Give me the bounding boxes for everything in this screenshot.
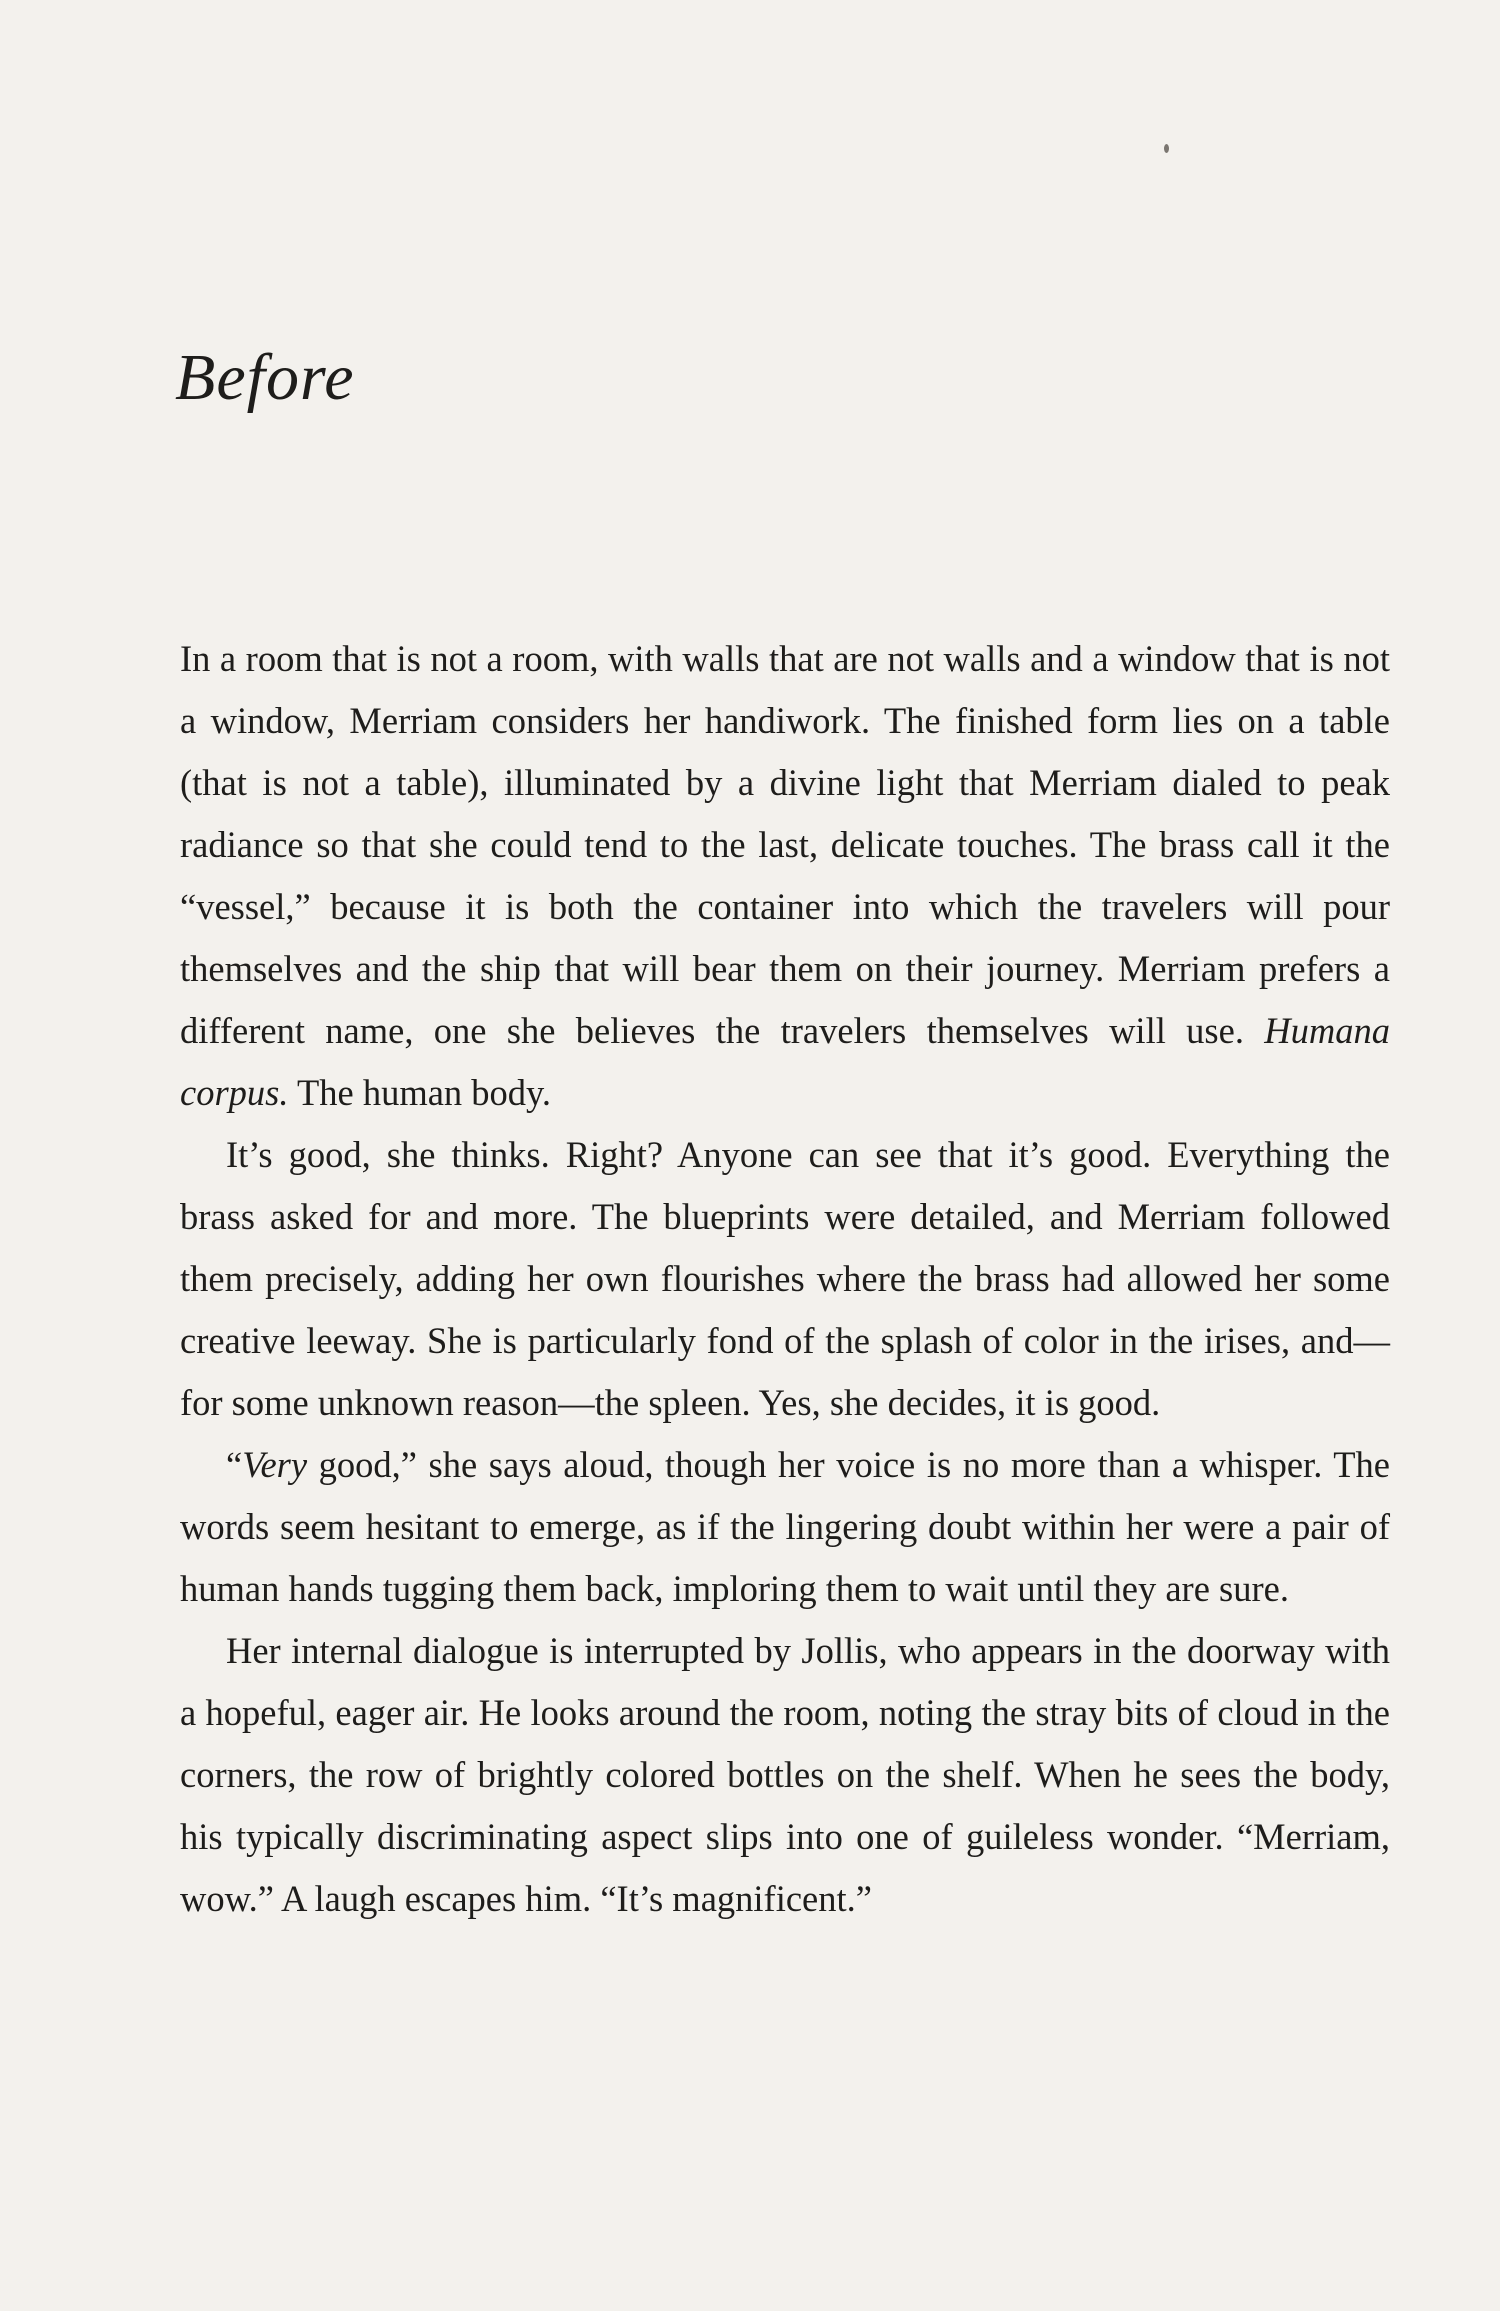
text-run: “ bbox=[226, 1444, 243, 1485]
text-run: good,” she says aloud, though her voice is no more than a whisper. The words seem hesitant to emerge, as if the lingering doubt within her were a pair of human hands tugging them back, imploring them to wait until they are sure. bbox=[180, 1444, 1390, 1609]
paragraph-2 bbox=[180, 1124, 1390, 1434]
italic-run: Very bbox=[242, 1444, 308, 1485]
paragraph-1 bbox=[180, 628, 1390, 1124]
paragraph-3 bbox=[180, 1434, 1390, 1620]
text-run: It’s good, she thinks. Right? Anyone can see that it’s good. Everything the brass asked for and more. The blueprints were detailed, and Merriam followed them precisely, adding her own flourishes where the brass had allowed her some creative leeway. She is particularly fond of the splash of color in the irises, and—for some unknown reason—the spleen. Yes, she decides, it is good. bbox=[180, 1134, 1390, 1423]
page-speck bbox=[1164, 144, 1169, 153]
chapter-title: Before bbox=[175, 341, 355, 414]
text-run: In a room that is not a room, with walls that are not walls and a window that is not a window, Merriam considers her handiwork. The finished form lies on a table (that is not a table), illuminated by a divine light that Merriam dialed to peak radiance so that she could tend to the last, delicate touches. The brass call it the “vessel,” because it is both the container into which the travelers will pour themselves and the ship that will bear them on their journey. Merriam prefers a different name, one she believes the travelers themselves will use. bbox=[180, 638, 1390, 1051]
text-run: Her internal dialogue is interrupted by Jollis, who appears in the doorway with a hopeful, eager air. He looks around the room, noting the stray bits of cloud in the corners, the row of brightly colored bottles on the shelf. When he sees the body, his typically discriminating aspect slips into one of guileless wonder. “Merriam, wow.” A laugh escapes him. “It’s magnificent.” bbox=[180, 1630, 1390, 1919]
italic-run: Humana corpus. bbox=[180, 1010, 1390, 1113]
paragraph-4 bbox=[180, 1620, 1390, 1930]
text-run: The human body. bbox=[288, 1072, 552, 1113]
body-text bbox=[180, 628, 1390, 1930]
